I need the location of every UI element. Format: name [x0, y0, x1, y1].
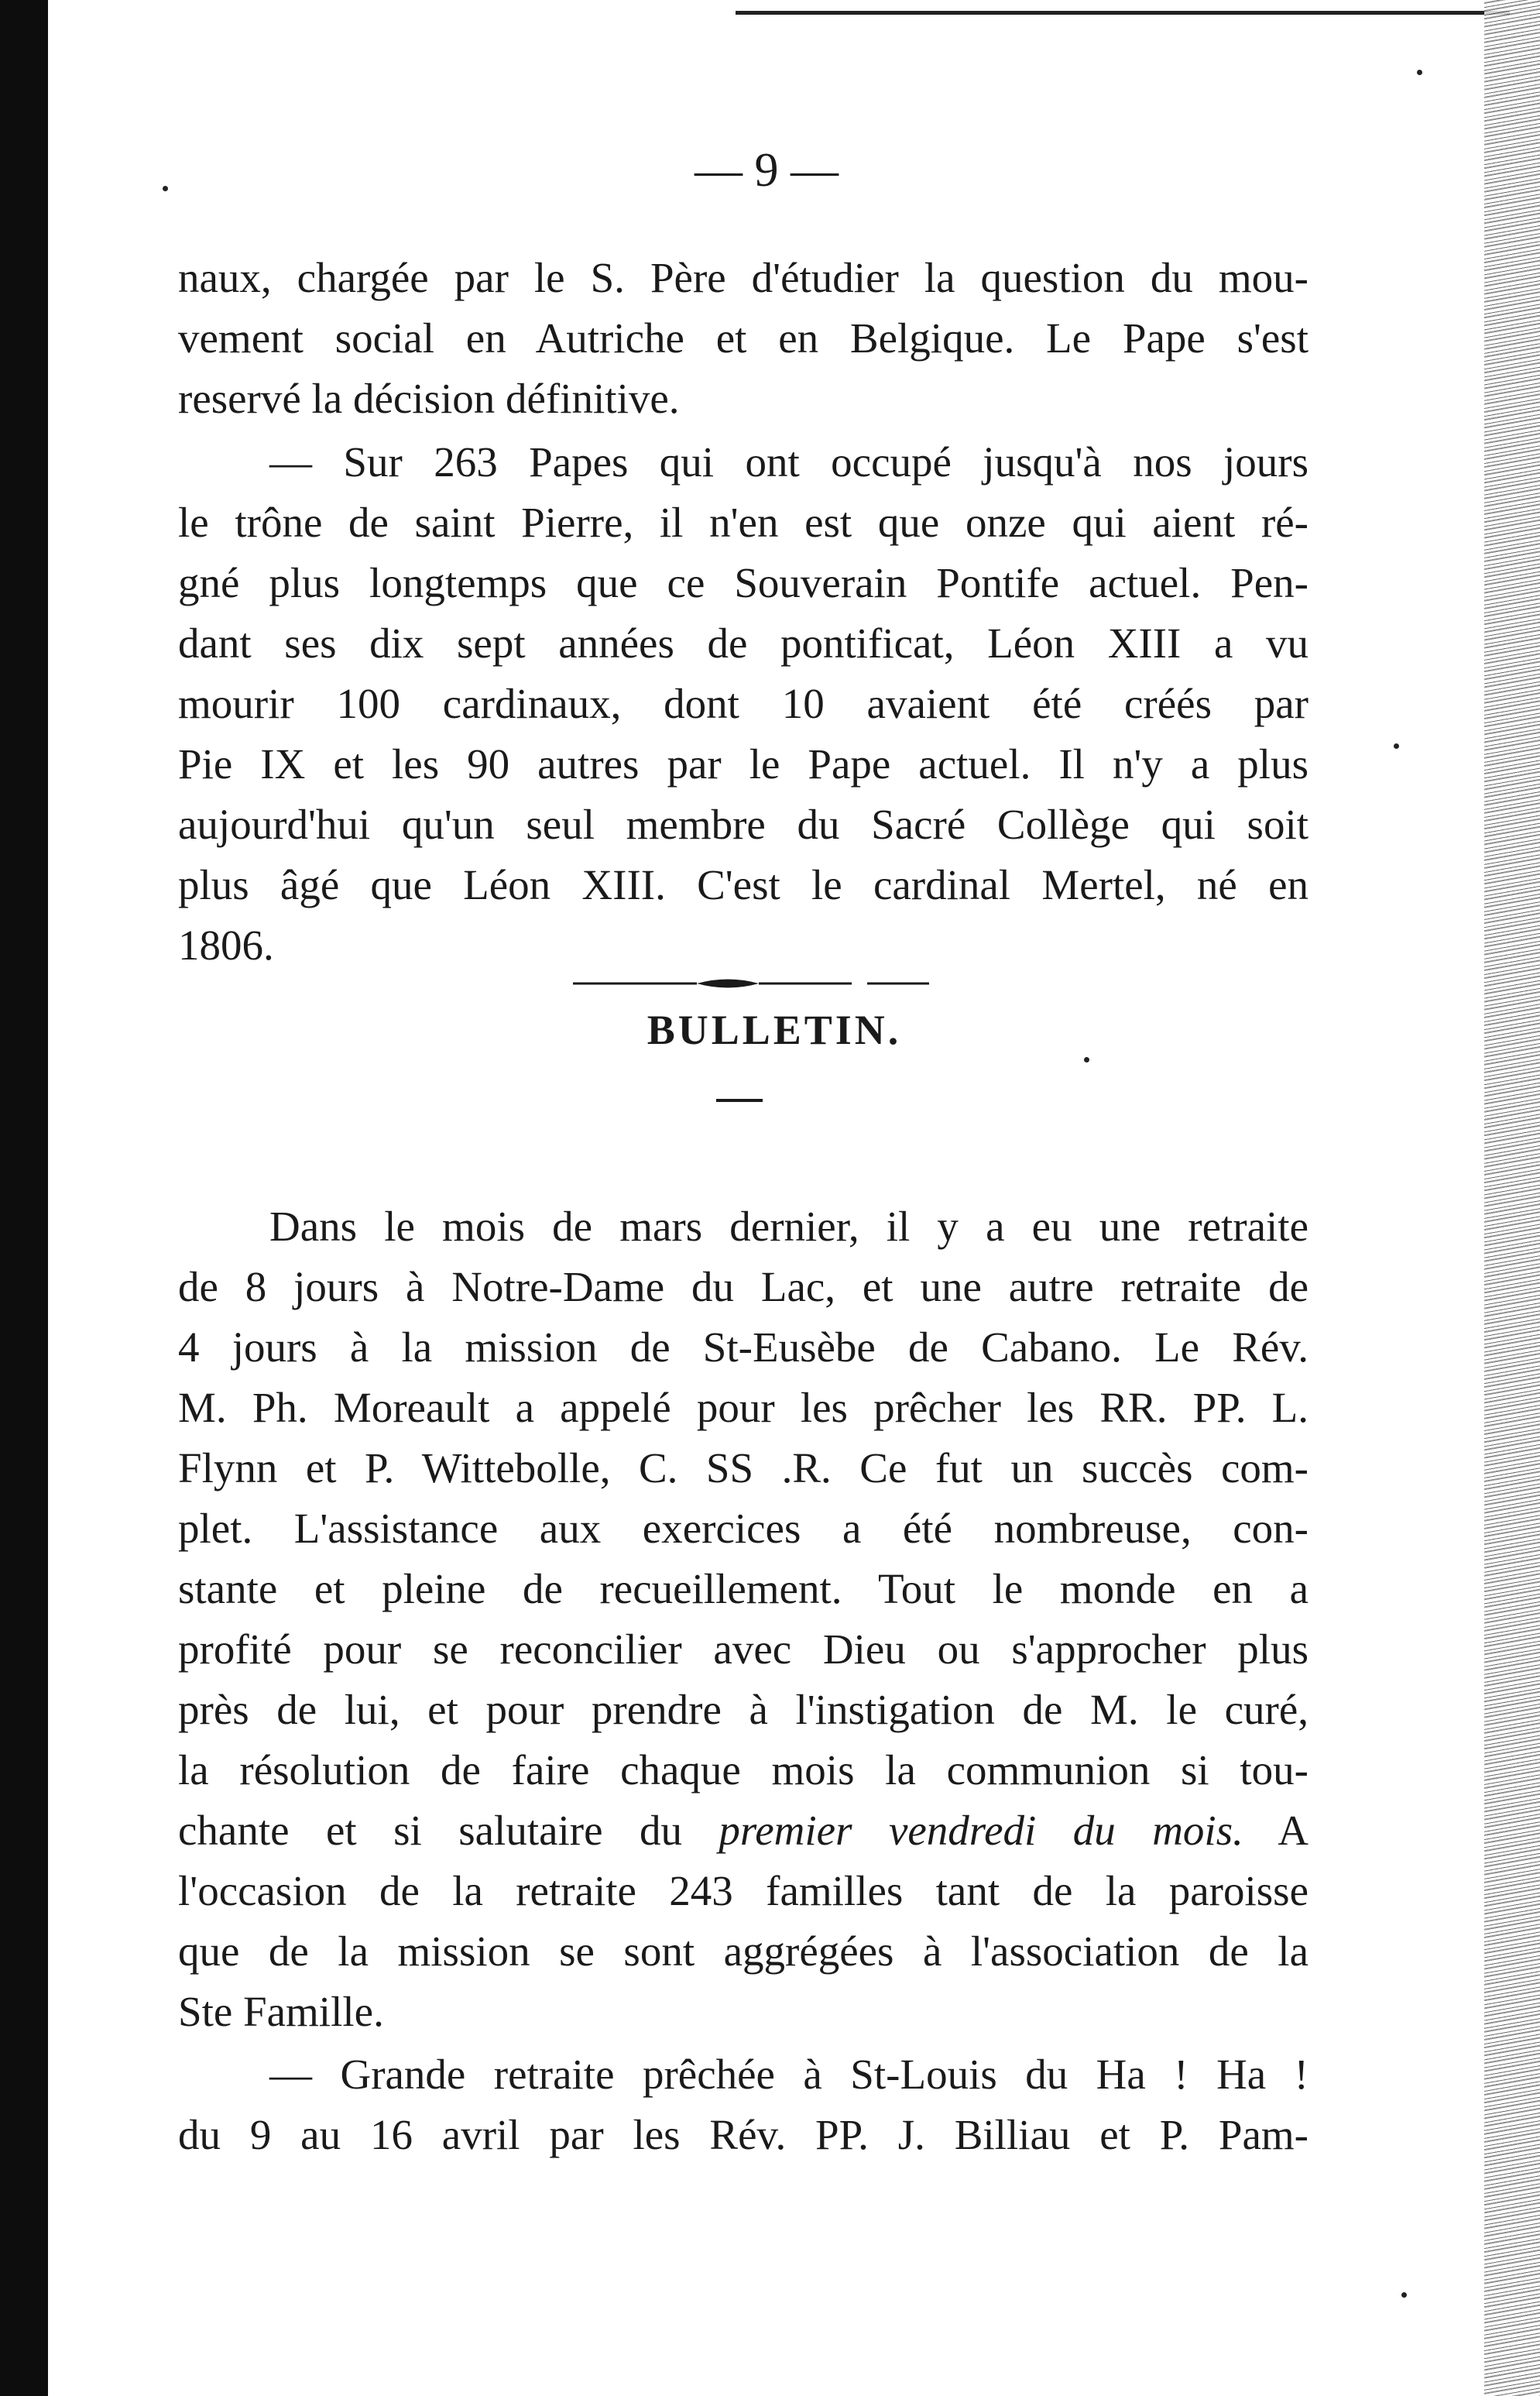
continuation-paragraph: [178, 248, 1308, 429]
print-speck: [1401, 2292, 1407, 2298]
bulletin-paragraph: [178, 1196, 1308, 2042]
text-line-with-italic: [178, 1800, 1308, 1861]
text-line: le trône de saint Pierre, il n'en est que onze qui aient ré-: [178, 499, 1308, 546]
text-line: — Sur 263 Papes qui ont occupé jusqu'à nos jours: [269, 438, 1308, 486]
text-line: du 9 au 16 avril par les Rév. PP. J. Billiau et P. Pam-: [178, 2111, 1308, 2158]
text-line: Dans le mois de mars dernier, il y a eu une retraite: [269, 1203, 1308, 1250]
text-line: l'occasion de la retraite 243 familles tant de la paroisse: [178, 1867, 1308, 1914]
text-run: chante et si salutaire du: [178, 1807, 719, 1854]
text-line: Pie IX et les 90 autres par le Pape actuel. Il n'y a plus: [178, 740, 1308, 788]
retraite-paragraph: [178, 2044, 1308, 2165]
text-line: M. Ph. Moreault a appelé pour les prêcher les RR. PP. L.: [178, 1384, 1308, 1431]
text-line: — Grande retraite prêchée à St-Louis du Ha ! Ha !: [269, 2051, 1308, 2098]
papes-paragraph: [178, 432, 1308, 976]
text-line: de 8 jours à Notre-Dame du Lac, et une autre retraite de: [178, 1263, 1308, 1310]
binding-edge: [0, 0, 48, 2396]
title-rule: [716, 1099, 763, 1102]
italic-phrase: premier vendredi du mois.: [719, 1807, 1243, 1854]
text-line: reservé la décision définitive.: [178, 375, 680, 422]
top-edge-rule: [736, 11, 1510, 15]
print-speck: [1394, 743, 1399, 749]
text-line: Flynn et P. Wittebolle, C. SS .R. Ce fut un succès com-: [178, 1444, 1308, 1491]
text-line: mourir 100 cardinaux, dont 10 avaient été créés par: [178, 680, 1308, 727]
section-title: BULLETIN.: [647, 1007, 902, 1053]
text-line: gné plus longtemps que ce Souverain Pontife actuel. Pen-: [178, 559, 1308, 606]
text-line: 4 jours à la mission de St-Eusèbe de Cabano. Le Rév.: [178, 1323, 1308, 1371]
print-speck: [1417, 70, 1422, 75]
text-line: plus âgé que Léon XIII. C'est le cardinal Mertel, né en: [178, 861, 1308, 908]
text-line: stante et pleine de recueillement. Tout le monde en a: [178, 1565, 1308, 1612]
print-speck: [1084, 1057, 1089, 1062]
text-line: 1806.: [178, 922, 274, 969]
text-line: la résolution de faire chaque mois la communion si tou-: [178, 1746, 1308, 1794]
text-line: naux, chargée par le S. Père d'étudier la question du mou-: [178, 254, 1308, 301]
text-line: profité pour se reconcilier avec Dieu ou s'approcher plus: [178, 1625, 1308, 1673]
text-line: dant ses dix sept années de pontificat, Léon XIII a vu: [178, 620, 1308, 667]
text-line: vement social en Autriche et en Belgique. Le Pape s'est: [178, 314, 1308, 362]
right-page-edge: [1484, 0, 1540, 2396]
text-line: aujourd'hui qu'un seul membre du Sacré Collège qui soit: [178, 801, 1308, 848]
text-line: plet. L'assistance aux exercices a été nombreuse, con-: [178, 1505, 1308, 1552]
text-line: près de lui, et pour prendre à l'instigation de M. le curé,: [178, 1686, 1308, 1733]
text-line: que de la mission se sont aggrégées à l'association de la: [178, 1927, 1308, 1975]
print-speck: [163, 186, 168, 191]
ornamental-divider: [573, 972, 976, 995]
text-line: Ste Famille.: [178, 1988, 384, 2035]
text-run: A: [1243, 1807, 1308, 1854]
page-number: — 9 —: [695, 144, 839, 197]
